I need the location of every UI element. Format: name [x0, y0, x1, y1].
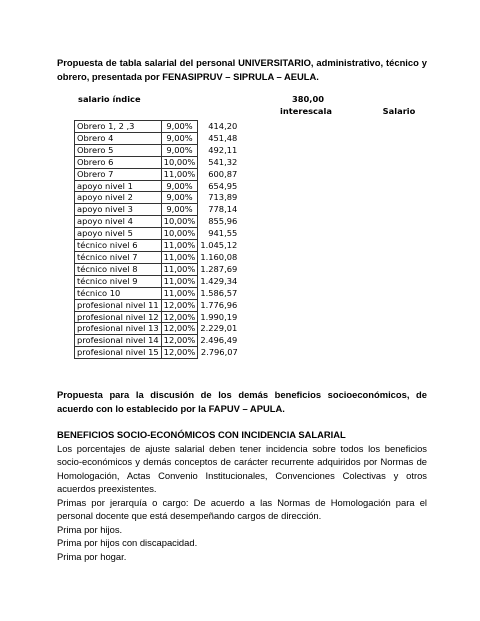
row-salary: 654,95 — [208, 180, 238, 191]
row-label: profesional nivel 11 — [75, 299, 162, 311]
table-row — [75, 132, 240, 144]
table-row — [75, 216, 240, 228]
row-interescala: 9,00% — [161, 121, 198, 133]
row-salary: 492,11 — [208, 144, 238, 155]
row-label: profesional nivel 12 — [75, 311, 162, 323]
row-interescala: 11,00% — [161, 287, 198, 299]
row-salary: 1.160,08 — [200, 251, 238, 262]
row-salary: 2.796,07 — [200, 347, 238, 358]
row-salary: 1.045,12 — [200, 240, 238, 251]
row-interescala: 11,00% — [161, 275, 198, 287]
table-row — [75, 335, 240, 347]
table-row — [75, 228, 240, 240]
row-label: técnico 10 — [75, 287, 162, 299]
row-salary: 600,87 — [208, 168, 238, 179]
table-row — [75, 192, 240, 204]
row-salary: 451,48 — [208, 132, 238, 143]
table-row — [75, 240, 240, 252]
table-row — [75, 263, 240, 275]
row-salary: 1.287,69 — [200, 263, 238, 274]
benefits-section — [57, 428, 427, 563]
row-salary: 1.776,96 — [200, 299, 238, 310]
row-interescala: 9,00% — [161, 132, 198, 144]
row-interescala: 12,00% — [161, 311, 198, 323]
row-salary: 855,96 — [208, 216, 238, 227]
table-row — [75, 144, 240, 156]
row-label: Obrero 7 — [75, 168, 162, 180]
row-label: profesional nivel 14 — [75, 335, 162, 347]
row-salary: 2.496,49 — [200, 335, 238, 346]
row-interescala: 12,00% — [161, 299, 198, 311]
row-label: técnico nivel 9 — [75, 275, 162, 287]
row-label: apoyo nivel 4 — [75, 216, 162, 228]
row-interescala: 10,00% — [161, 156, 198, 168]
row-label: apoyo nivel 1 — [75, 180, 162, 192]
row-interescala: 12,00% — [161, 335, 198, 347]
row-interescala: 10,00% — [161, 216, 198, 228]
table-row — [75, 323, 240, 335]
row-interescala: 9,00% — [161, 144, 198, 156]
row-interescala: 9,00% — [161, 192, 198, 204]
row-label: apoyo nivel 5 — [75, 228, 162, 240]
row-label: técnico nivel 7 — [75, 251, 162, 263]
row-label: apoyo nivel 2 — [75, 192, 162, 204]
table-row — [75, 180, 240, 192]
row-label: técnico nivel 8 — [75, 263, 162, 275]
table-row — [75, 287, 240, 299]
row-salary: 2.229,01 — [200, 323, 238, 334]
section-paragraph: Prima por hijos. — [57, 523, 123, 535]
row-salary: 713,89 — [208, 192, 238, 203]
row-label: Obrero 5 — [75, 144, 162, 156]
table-row — [75, 311, 240, 323]
section-paragraph: Los porcentajes de ajuste salarial deben tener incidencia sobre todos los beneficios socio-económicos y demás conceptos de carácter recurrente adquiridos por Normas de Homologación, Actas Convenio Institucionales, Convenciones Colectivas y otros acuerdos preexistentes. — [57, 442, 427, 494]
row-interescala: 11,00% — [161, 168, 198, 180]
row-salary: 778,14 — [208, 204, 238, 215]
row-label: profesional nivel 15 — [75, 347, 162, 359]
table-row — [75, 204, 240, 216]
row-salary: 541,32 — [208, 156, 238, 167]
row-interescala: 9,00% — [161, 204, 198, 216]
row-salary: 414,20 — [208, 121, 238, 131]
row-salary: 1.586,57 — [200, 287, 238, 298]
salary-grid — [74, 120, 240, 359]
row-label: Obrero 1, 2 ,3 — [75, 121, 162, 133]
table-row — [75, 275, 240, 287]
row-interescala: 9,00% — [161, 180, 198, 192]
section-heading: BENEFICIOS SOCIO-ECONÓMICOS CON INCIDENCIA SALARIAL — [57, 429, 346, 440]
row-label: apoyo nivel 3 — [75, 204, 162, 216]
table-row — [75, 168, 240, 180]
row-interescala: 11,00% — [161, 251, 198, 263]
section-paragraph: Prima por hogar. — [57, 550, 127, 562]
header-salario: Salario — [382, 106, 416, 116]
table-row — [75, 121, 240, 133]
row-interescala: 11,00% — [161, 240, 198, 252]
row-salary: 1.429,34 — [200, 275, 238, 286]
row-salary: 1.990,19 — [200, 311, 238, 322]
row-interescala: 10,00% — [161, 228, 198, 240]
table-row — [75, 347, 240, 359]
section-paragraph: Primas por jerarquía o cargo: De acuerdo a las Normas de Homologación para el personal docente que está desempeñando cargos de dirección. — [57, 496, 427, 521]
row-label: técnico nivel 6 — [75, 240, 162, 252]
row-interescala: 12,00% — [161, 347, 198, 359]
row-salary: 941,55 — [208, 228, 238, 239]
document-title: Propuesta de tabla salarial del personal UNIVERSITARIO, administrativo, técnico y obrero, presentada por FENASIPRUV – SIPRULA – AEULA. — [57, 57, 427, 82]
header-base-value: 380,00 — [291, 94, 325, 104]
benefits-proposal-paragraph: Propuesta para la discusión de los demás beneficios socioeconómicos, de acuerdo con lo establecido por la FAPUV – APULA. — [57, 389, 427, 414]
header-interescala: interescala — [280, 106, 332, 116]
table-row — [75, 251, 240, 263]
table-row — [75, 299, 240, 311]
row-label: Obrero 4 — [75, 132, 162, 144]
row-label: profesional nivel 13 — [75, 323, 162, 335]
table-row — [75, 156, 240, 168]
header-salario-indice: salario índice — [78, 94, 141, 104]
row-interescala: 12,00% — [161, 323, 198, 335]
row-interescala: 11,00% — [161, 263, 198, 275]
row-label: Obrero 6 — [75, 156, 162, 168]
section-paragraph: Prima por hijos con discapacidad. — [57, 537, 198, 548]
